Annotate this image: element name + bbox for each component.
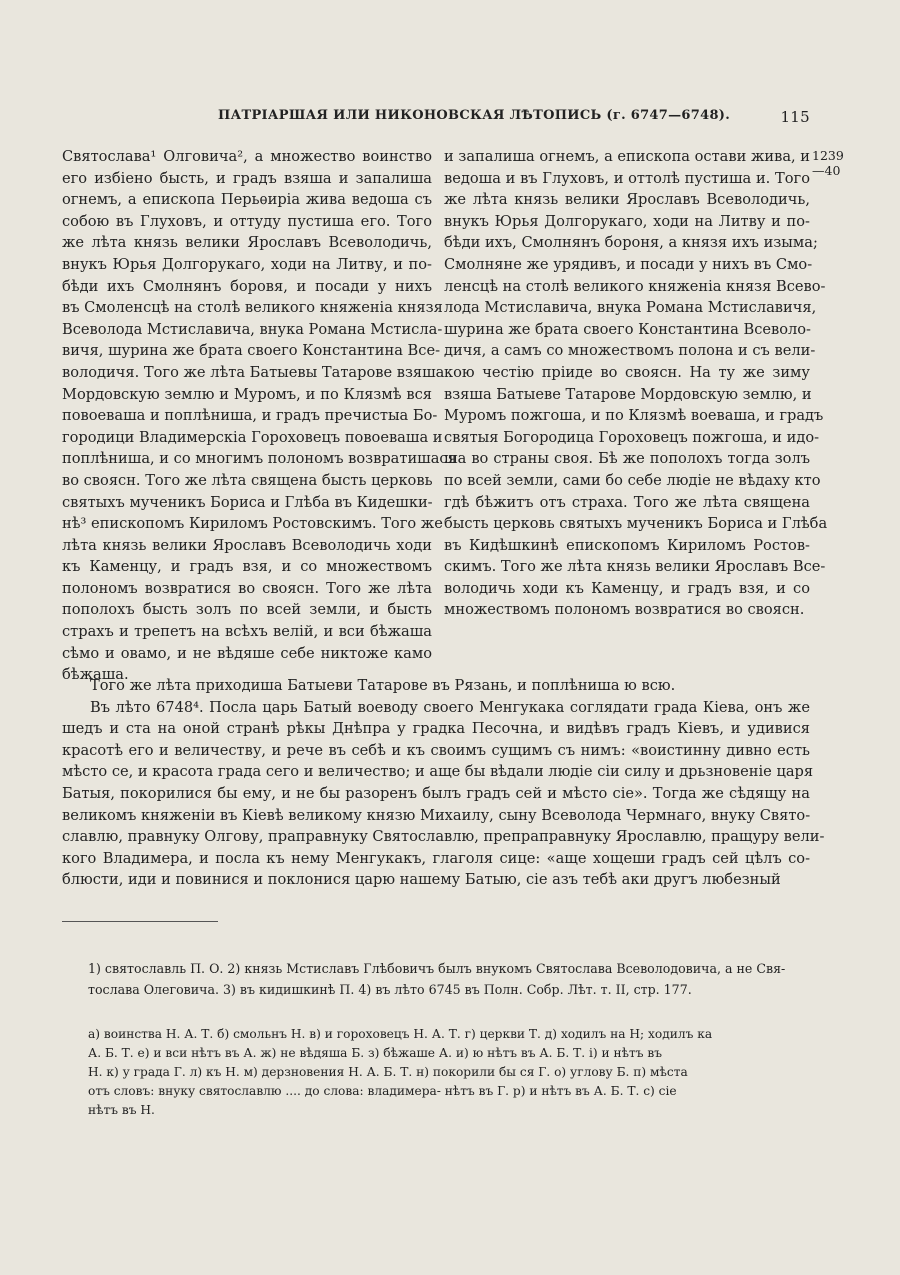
text-line: бѣди ихъ, Смолнянъ бороня, а князя ихъ изыма; (444, 234, 818, 252)
margin-year-line: 1239 (812, 148, 844, 163)
text-line: Святослава¹ Олговича², а множество воинство (62, 148, 432, 165)
text-line: шурина же брата своего Константина Всеволо- (444, 320, 811, 338)
lettered-footnotes (88, 1025, 810, 1120)
text-line: кого Владимера, и посла къ нему Менгукакъ, глаголя сице: «аще хощеши градъ сей цѣлъ со- (62, 849, 810, 867)
left-column (62, 146, 457, 686)
footnote-line: отъ словъ: внуку святославлю .... до слова: владимера- нѣтъ въ Г. р) и нѣтъ въ А. Б. Т. с) сіе (88, 1084, 677, 1098)
text-line: страхъ и трепетъ на всѣхъ велій, и вси бѣжаша (62, 623, 432, 641)
text-line: же лѣта князь велики Ярославъ Всеволодичь, (62, 234, 432, 252)
text-line: полономъ возвратися во своясн. Того же лѣта (62, 579, 432, 597)
text-line: повоеваша и поплѣниша, и градъ пречистыа Бо- (62, 407, 438, 425)
text-line: красотѣ его и величеству, и рече въ себѣ и къ своимъ сущимъ съ нимъ: «воистинну дивно есть (62, 741, 810, 759)
text-line: къ Каменцу, и градъ взя, и со множествомъ (62, 558, 432, 576)
text-line: собою въ Глуховъ, и оттуду пустиша его. Того (62, 212, 432, 230)
text-line: кою честію пріиде во своясн. На ту же зиму (444, 363, 810, 381)
text-line: множествомъ полономъ возвратися во своясн. (444, 601, 805, 619)
running-title: ПАТРІАРШАЯ ИЛИ НИКОНОВСКАЯ ЛѢТОПИСЬ (г. 6747—6748). (218, 108, 731, 123)
text-line: володичя. Того же лѣта Батыевы Татарове взяша (62, 363, 445, 381)
text-line: славлю, правнуку Олгову, праправнуку Святославлю, препраправнуку Ярославлю, пращуру вели- (62, 828, 825, 846)
text-line: Батыя, покорилися бы ему, и не бы разоренъ былъ градъ сей и мѣсто сіе». Тогда же сѣдящу на (62, 784, 810, 802)
text-line: мѣсто се, и красота града сего и величество; и аще бы вѣдали людіе сіи силу и дрьзновеніе царя (62, 763, 814, 781)
footnote-separator (62, 921, 218, 922)
text-line: гдѣ бѣжитъ отъ страха. Того же лѣта священа (444, 493, 810, 511)
text-line: дичя, а самъ со множествомъ полона и съ вели- (444, 342, 816, 360)
text-line: блюсти, иди и повинися и поклонися царю нашему Батыю, сіе азъ тебѣ аки другъ любезный (62, 871, 781, 889)
text-line: лода Мстиславича, внука Романа Мстиславичя, (444, 299, 817, 317)
text-line: володичь ходи къ Каменцу, и градъ взя, и со (444, 579, 810, 597)
text-line: же лѣта князь велики Ярославъ Всеволодичь, (444, 191, 810, 209)
text-line: въ Кидѣшкинѣ епископомъ Кириломъ Ростов- (444, 536, 810, 554)
text-line: шедъ и ста на оной странѣ рѣкы Днѣпра у градка Песочна, и видѣвъ градъ Кіевъ, и удивися (62, 720, 810, 738)
footnote-line: нѣтъ въ Н. (88, 1103, 155, 1117)
text-line: поплѣниша, и со многимъ полономъ возвратишася (62, 450, 457, 468)
margin-year-line: —40 (812, 163, 841, 178)
numbered-footnotes (88, 958, 810, 1000)
footnote-line: А. Б. Т. е) и вси нѣтъ въ А. ж) не вѣдяша Б. з) бѣжаше А. и) ю нѣтъ въ А. Б. Т. і) и нѣтъ въ (88, 1046, 662, 1060)
text-line: Муромъ пожгоша, и по Клязмѣ воеваша, и градъ (444, 407, 824, 425)
text-line: во своясн. Того же лѣта священа бысть церковь (62, 471, 433, 489)
text-line: ленсцѣ на столѣ великого княженіа князя Всево- (444, 277, 826, 295)
text-line: великомъ княженіи въ Кіевѣ великому князю Михаилу, сыну Всеволода Чермнаго, внуку Свято- (62, 806, 811, 824)
text-line: нѣ³ епископомъ Кириломъ Ростовскимъ. Того же (62, 515, 443, 533)
text-line: скимъ. Того же лѣта князь велики Ярославъ Все- (444, 558, 826, 576)
text-line: сѣмо и овамо, и не вѣдяше себе никтоже камо (62, 644, 432, 662)
text-line: святыя Богородица Гороховецъ пожгоша, и идо- (444, 428, 820, 446)
text-line: городици Владимерскіа Гороховецъ повоеваша и (62, 428, 443, 446)
page-number: 115 (780, 108, 810, 126)
text-line: Въ лѣто 6748⁴. Посла царь Батый воеводу своего Менгукака соглядати града Кіева, онъ же (90, 698, 810, 716)
text-line: бѣди ихъ Смолнянъ боровя, и посади у нихъ (62, 277, 432, 295)
footnote-line: 1) святославль П. О. 2) князь Мстиславъ Глѣбовичъ былъ внукомъ Святослава Всеволодовича, а не Свя- (88, 961, 786, 976)
text-line: Того же лѣта приходиша Батыеви Татарове въ Рязань, и поплѣниша ю всю. (90, 677, 676, 694)
text-line: огнемъ, а епископа Перьѳиріа жива ведоша съ (62, 191, 432, 209)
full-width-text (62, 675, 825, 891)
text-line: бысть церковь святыхъ мученикъ Бориса и Глѣба (444, 515, 828, 533)
text-line: ша во страны своя. Бѣ же пополохъ тогда золъ (444, 450, 810, 468)
text-line: внукъ Юрья Долгорукаго, ходи на Литву, и по- (62, 255, 432, 273)
text-line: ведоша и въ Глуховъ, и оттолѣ пустиша и. Того (444, 169, 810, 187)
text-line: Всеволода Мстиславича, внука Романа Мстисла- (62, 320, 443, 338)
text-line: лѣта князь велики Ярославъ Всеволодичь ходи (62, 536, 432, 554)
footnote-line: а) воинства Н. А. Т. б) смольнъ Н. в) и гороховецъ Н. А. Т. г) церкви Т. д) ходилъ на Н; ходилъ ка (88, 1027, 713, 1041)
margin-year-note (812, 148, 844, 178)
text-line: по всей земли, сами бо себе людіе не вѣдаху кто (444, 471, 821, 489)
text-line: и запалиша огнемъ, а епископа остави жива, и (444, 148, 811, 165)
text-line: святыхъ мученикъ Бориса и Глѣба въ Кидешки- (62, 493, 433, 511)
text-line: внукъ Юрья Долгорукаго, ходи на Литву и по- (444, 212, 810, 230)
text-line: въ Смоленсцѣ на столѣ великого княженіа князя (62, 299, 443, 317)
text-line: Мордовскую землю и Муромъ, и по Клязмѣ вся (62, 385, 432, 403)
text-line: пополохъ бысть золъ по всей земли, и бысть (62, 601, 432, 619)
text-line: взяша Батыеве Татарове Мордовскую землю, и (444, 385, 812, 403)
text-line: вичя, шурина же брата своего Константина Все- (62, 342, 441, 360)
footnote-line: тослава Олеговича. 3) въ кидишкинѣ П. 4) въ лѣто 6745 въ Полн. Собр. Лѣт. т. II, стр. 177. (88, 982, 692, 997)
text-line: бѣжаша. (62, 666, 129, 684)
footnote-line: Н. к) у града Г. л) къ Н. м) дерзновения Н. А. Б. Т. н) покорили бы ся Г. о) углову Б. п) мѣста (88, 1065, 688, 1079)
text-line: Смолняне же урядивъ, и посади у нихъ въ Смо- (444, 255, 813, 273)
text-line: его избіено бысть, и градъ взяша и запалиша (62, 169, 432, 187)
